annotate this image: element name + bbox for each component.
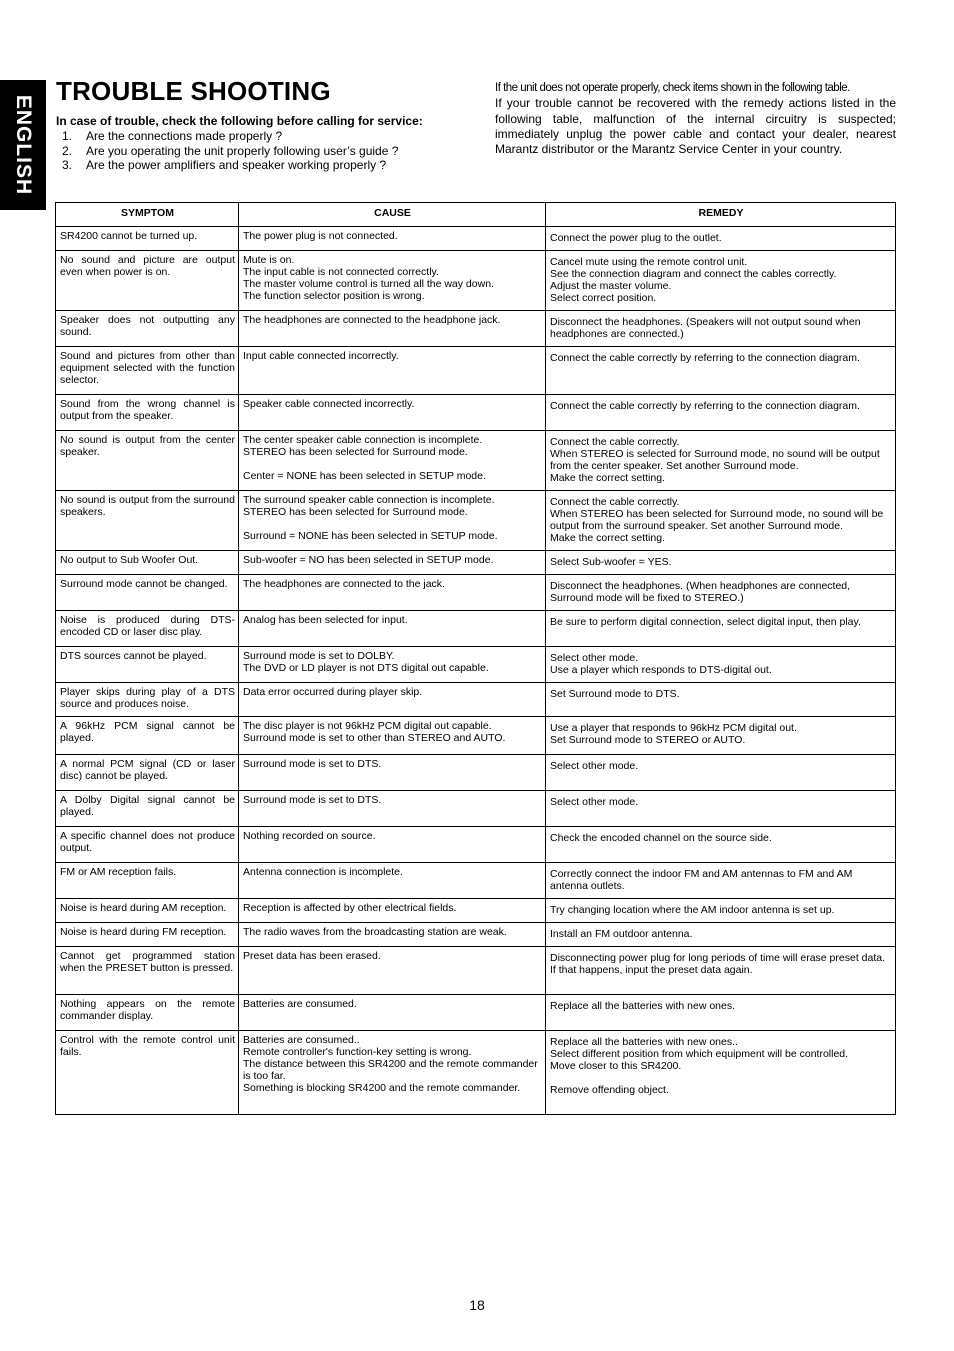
checklist-item-number: 3.	[62, 158, 73, 172]
remedy-cell	[546, 1031, 896, 1115]
symptom-cell	[56, 1031, 239, 1115]
remedy-cell	[546, 227, 896, 251]
symptom-cell	[56, 791, 239, 827]
symptom-text: Surround mode cannot be changed.	[60, 578, 228, 590]
remedy-cell	[546, 251, 896, 311]
remedy-text: Use a player that responds to 96kHz PCM digital out.	[550, 722, 797, 734]
cause-text: The disc player is not 96kHz PCM digital out capable.	[243, 720, 492, 732]
remedy-text: See the connection diagram and connect the cables correctly.	[550, 268, 837, 280]
remedy-text: Connect the cable correctly by referring to the connection diagram.	[550, 352, 860, 364]
cause-cell	[239, 1031, 546, 1115]
symptom-header: SYMPTOM	[56, 203, 239, 227]
remedy-text: Replace all the batteries with new ones..	[550, 1036, 738, 1048]
cause-text: Nothing recorded on source.	[243, 830, 376, 842]
remedy-cell	[546, 923, 896, 947]
remedy-text: Remove offending object.	[550, 1084, 669, 1096]
symptom-text: Control with the remote control unit fails.	[60, 1034, 235, 1058]
cause-cell	[239, 827, 546, 863]
remedy-text: Replace all the batteries with new ones.	[550, 1000, 736, 1012]
checklist-item-text: Are you operating the unit properly following user’s guide ?	[86, 143, 399, 158]
cause-cell	[239, 899, 546, 923]
checklist-item	[62, 129, 476, 144]
cause-text: The power plug is not connected.	[243, 230, 398, 242]
symptom-text: SR4200 cannot be turned up.	[60, 230, 198, 242]
cause-text: STEREO has been selected for Surround mode.	[243, 506, 468, 518]
symptom-text: Cannot get programmed station when the PRESET button is pressed.	[60, 950, 235, 974]
table-row	[56, 647, 896, 683]
cause-cell	[239, 551, 546, 575]
cause-text: Data error occurred during player skip.	[243, 686, 423, 698]
remedy-text: Select other mode.	[550, 796, 639, 808]
remedy-cell	[546, 551, 896, 575]
symptom-cell	[56, 717, 239, 755]
remedy-text: Select Sub-woofer = YES.	[550, 556, 672, 568]
cause-cell	[239, 647, 546, 683]
remedy-cell	[546, 947, 896, 995]
symptom-text: A normal PCM signal (CD or laser disc) cannot be played.	[60, 758, 235, 782]
table-row	[56, 551, 896, 575]
remedy-text: Select other mode.	[550, 652, 639, 664]
cause-cell	[239, 575, 546, 611]
cause-cell	[239, 347, 546, 395]
remedy-cell	[546, 791, 896, 827]
table-row	[56, 923, 896, 947]
cause-text: Batteries are consumed..	[243, 1034, 360, 1046]
remedy-text: Install an FM outdoor antenna.	[550, 928, 693, 940]
symptom-cell	[56, 251, 239, 311]
language-tab-label: ENGLISH	[12, 94, 35, 196]
remedy-cell	[546, 491, 896, 551]
cause-cell	[239, 995, 546, 1031]
table-row	[56, 611, 896, 647]
intro-line: If your trouble cannot be recovered with the remedy actions listed in the following table, malfunction of the internal circuitry is suspected; immediately unplug the power cable and contact your dealer, nearest Marantz distributor or the Marantz Service Center in your country.	[495, 96, 896, 157]
remedy-cell	[546, 311, 896, 347]
remedy-text: Adjust the master volume.	[550, 280, 672, 292]
remedy-text: Correctly connect the indoor FM and AM antennas to FM and AM antenna outlets.	[550, 868, 853, 892]
symptom-cell	[56, 647, 239, 683]
cause-text	[243, 458, 542, 470]
table-row	[56, 827, 896, 863]
symptom-text: Nothing appears on the remote commander display.	[60, 998, 235, 1022]
cause-text: The master volume control is turned all the way down.	[243, 278, 494, 290]
symptom-cell	[56, 827, 239, 863]
table-row	[56, 899, 896, 923]
cause-text: Mute is on.	[243, 254, 295, 266]
symptom-text: A specific channel does not produce output.	[60, 830, 235, 854]
table-row	[56, 431, 896, 491]
remedy-text: Move closer to this SR4200.	[550, 1060, 682, 1072]
symptom-cell	[56, 611, 239, 647]
table-row	[56, 1031, 896, 1115]
cause-cell	[239, 947, 546, 995]
cause-text: The headphones are connected to the jack.	[243, 578, 445, 590]
table-row	[56, 311, 896, 347]
cause-header: CAUSE	[239, 203, 546, 227]
remedy-cell	[546, 647, 896, 683]
table-row	[56, 575, 896, 611]
table-row	[56, 863, 896, 899]
remedy-text: Be sure to perform digital connection, select digital input, then play.	[550, 616, 861, 628]
symptom-text: Speaker does not outputting any sound.	[60, 314, 235, 338]
cause-text: Surround mode is set to other than STEREO and AUTO.	[243, 732, 506, 744]
symptom-text: No output to Sub Woofer Out.	[60, 554, 199, 566]
table-row	[56, 755, 896, 791]
checklist-items	[56, 129, 476, 173]
cause-text: Surround mode is set to DOLBY.	[243, 650, 395, 662]
cause-text: The headphones are connected to the headphone jack.	[243, 314, 501, 326]
symptom-text: Sound and pictures from other than equipment selected with the function selector.	[60, 350, 235, 386]
remedy-text: Make the correct setting.	[550, 472, 665, 484]
symptom-cell	[56, 923, 239, 947]
remedy-cell	[546, 575, 896, 611]
cause-text: The DVD or LD player is not DTS digital out capable.	[243, 662, 489, 674]
symptom-cell	[56, 947, 239, 995]
remedy-cell	[546, 863, 896, 899]
symptom-text: No sound and picture are output even when power is on.	[60, 254, 235, 278]
symptom-cell	[56, 755, 239, 791]
cause-text: Remote controller's function-key setting is wrong.	[243, 1046, 472, 1058]
symptom-text: FM or AM reception fails.	[60, 866, 177, 878]
intro-paragraph	[495, 81, 896, 157]
symptom-cell	[56, 575, 239, 611]
remedy-text: Connect the cable correctly.	[550, 496, 680, 508]
cause-cell	[239, 227, 546, 251]
cause-text: Input cable connected incorrectly.	[243, 350, 399, 362]
remedy-text: Set Surround mode to DTS.	[550, 688, 680, 700]
remedy-text: Cancel mute using the remote control unit.	[550, 256, 748, 268]
remedy-text: Make the correct setting.	[550, 532, 665, 544]
symptom-cell	[56, 863, 239, 899]
cause-cell	[239, 755, 546, 791]
table-row	[56, 683, 896, 717]
cause-cell	[239, 395, 546, 431]
symptom-text: No sound is output from the surround speakers.	[60, 494, 235, 518]
remedy-cell	[546, 395, 896, 431]
cause-cell	[239, 311, 546, 347]
cause-cell	[239, 431, 546, 491]
cause-text: Antenna connection is incomplete.	[243, 866, 403, 878]
symptom-cell	[56, 683, 239, 717]
remedy-cell	[546, 827, 896, 863]
remedy-cell	[546, 431, 896, 491]
symptom-cell	[56, 347, 239, 395]
remedy-cell	[546, 683, 896, 717]
symptom-text: Noise is produced during DTS-encoded CD or laser disc play.	[60, 614, 235, 638]
cause-text: Preset data has been erased.	[243, 950, 381, 962]
checklist-item-number: 1.	[62, 129, 73, 143]
cause-cell	[239, 251, 546, 311]
cause-cell	[239, 683, 546, 717]
checklist-item-text: Are the connections made properly ?	[86, 129, 283, 143]
symptom-cell	[56, 311, 239, 347]
service-checklist	[56, 114, 476, 173]
cause-cell	[239, 717, 546, 755]
cause-text: The radio waves from the broadcasting station are weak.	[243, 926, 507, 938]
remedy-cell	[546, 347, 896, 395]
table-row	[56, 947, 896, 995]
remedy-text: Set Surround mode to STEREO or AUTO.	[550, 734, 746, 746]
symptom-text: A 96kHz PCM signal cannot be played.	[60, 720, 235, 744]
trouble-table-body	[56, 227, 896, 1115]
symptom-text: Noise is heard during AM reception.	[60, 902, 227, 914]
table-header-row	[56, 203, 896, 227]
remedy-cell	[546, 611, 896, 647]
intro-line: If the unit does not operate properly, check items shown in the following table.	[495, 82, 850, 94]
cause-text: Sub-woofer = NO has been selected in SETUP mode.	[243, 554, 494, 566]
cause-cell	[239, 791, 546, 827]
checklist-item-text: Are the power amplifiers and speaker working properly ?	[86, 158, 387, 172]
cause-text	[243, 518, 542, 530]
symptom-text: Noise is heard during FM reception.	[60, 926, 227, 938]
symptom-text: Player skips during play of a DTS source and produces noise.	[60, 686, 235, 710]
table-row	[56, 227, 896, 251]
cause-text: The distance between this SR4200 and the remote commander is too far.	[243, 1058, 538, 1082]
remedy-text: Connect the cable correctly by referring to the connection diagram.	[550, 400, 860, 412]
cause-text: Something is blocking SR4200 and the remote commander.	[243, 1082, 521, 1094]
remedy-cell	[546, 899, 896, 923]
remedy-text: Connect the cable correctly.	[550, 436, 680, 448]
cause-text: The surround speaker cable connection is incomplete.	[243, 494, 495, 506]
cause-text: Speaker cable connected incorrectly.	[243, 398, 415, 410]
checklist-heading: In case of trouble, check the following before calling for service:	[56, 114, 423, 128]
table-row	[56, 251, 896, 311]
remedy-text: Disconnect the headphones. (Speakers will not output sound when headphones are connected.)	[550, 316, 861, 340]
cause-text: Surround mode is set to DTS.	[243, 758, 382, 770]
table-row	[56, 491, 896, 551]
cause-cell	[239, 863, 546, 899]
symptom-cell	[56, 551, 239, 575]
cause-text: Analog has been selected for input.	[243, 614, 408, 626]
remedy-cell	[546, 995, 896, 1031]
remedy-text: Select correct position.	[550, 292, 657, 304]
cause-text: Surround mode is set to DTS.	[243, 794, 382, 806]
remedy-text	[550, 1072, 892, 1084]
symptom-text: DTS sources cannot be played.	[60, 650, 207, 662]
symptom-text: No sound is output from the center speaker.	[60, 434, 235, 458]
table-row	[56, 791, 896, 827]
remedy-cell	[546, 755, 896, 791]
cause-cell	[239, 611, 546, 647]
remedy-text: Connect the power plug to the outlet.	[550, 232, 722, 244]
symptom-cell	[56, 491, 239, 551]
table-row	[56, 395, 896, 431]
remedy-text: Disconnecting power plug for long periods of time will erase preset data. If that happens, input the preset data again.	[550, 952, 886, 976]
table-row	[56, 995, 896, 1031]
checklist-item-number: 2.	[62, 143, 73, 158]
symptom-cell	[56, 395, 239, 431]
remedy-text: When STEREO is selected for Surround mode, no sound will be output from the center speaker. Set another Surround mode.	[550, 448, 880, 472]
table-row	[56, 717, 896, 755]
remedy-text: Select different position from which equipment will be controlled.	[550, 1048, 849, 1060]
cause-cell	[239, 491, 546, 551]
remedy-text: When STEREO has been selected for Surround mode, no sound will be output from the surround speaker. Set another Surround mode.	[550, 508, 884, 532]
remedy-header: REMEDY	[546, 203, 896, 227]
symptom-cell	[56, 431, 239, 491]
page-number: 18	[469, 1297, 485, 1313]
cause-text: Surround = NONE has been selected in SETUP mode.	[243, 530, 498, 542]
symptom-text: A Dolby Digital signal cannot be played.	[60, 794, 235, 818]
symptom-text: Sound from the wrong channel is output from the speaker.	[60, 398, 235, 422]
remedy-text: Use a player which responds to DTS-digital out.	[550, 664, 772, 676]
remedy-text: Try changing location where the AM indoor antenna is set up.	[550, 904, 835, 916]
remedy-text: Check the encoded channel on the source side.	[550, 832, 772, 844]
cause-text: STEREO has been selected for Surround mode.	[243, 446, 468, 458]
language-tab	[0, 80, 46, 210]
table-row	[56, 347, 896, 395]
cause-text: Center = NONE has been selected in SETUP mode.	[243, 470, 486, 482]
checklist-item	[62, 144, 476, 159]
cause-cell	[239, 923, 546, 947]
cause-text: Batteries are consumed.	[243, 998, 357, 1010]
symptom-cell	[56, 995, 239, 1031]
remedy-text: Select other mode.	[550, 760, 639, 772]
cause-text: The center speaker cable connection is incomplete.	[243, 434, 483, 446]
cause-text: The function selector position is wrong.	[243, 290, 425, 302]
cause-text: Reception is affected by other electrical fields.	[243, 902, 457, 914]
symptom-cell	[56, 899, 239, 923]
checklist-item	[62, 158, 476, 173]
remedy-text: Disconnect the headphones. (When headphones are connected, Surround mode will be fixed to STEREO.)	[550, 580, 851, 604]
trouble-table	[55, 202, 896, 1115]
cause-text: The input cable is not connected correctly.	[243, 266, 439, 278]
symptom-cell	[56, 227, 239, 251]
remedy-cell	[546, 717, 896, 755]
page-title: TROUBLE SHOOTING	[56, 76, 331, 106]
